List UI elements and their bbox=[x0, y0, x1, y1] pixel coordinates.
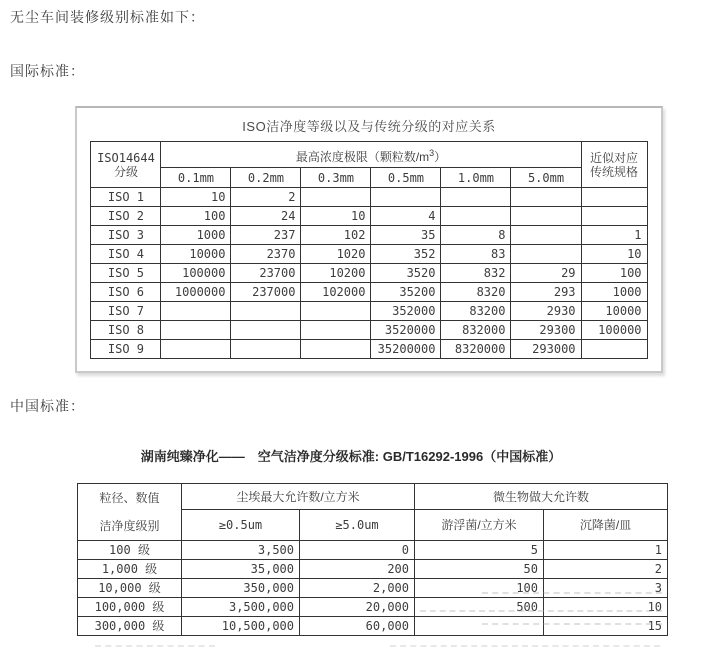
table-cell: 10 bbox=[301, 207, 371, 226]
table-cell: 3,500,000 bbox=[182, 598, 300, 617]
table-row bbox=[91, 283, 647, 302]
size-column-header: 5.0mm bbox=[511, 168, 581, 188]
size-column-header: 0.1mm bbox=[161, 168, 231, 188]
international-standard-label: 国际标准： bbox=[10, 63, 85, 79]
table-cell bbox=[511, 207, 581, 226]
table-cell bbox=[231, 340, 301, 359]
table-cell: 8320 bbox=[441, 283, 511, 302]
table-row bbox=[78, 560, 668, 579]
row-label: 10,000 级 bbox=[78, 579, 182, 598]
row-label: ISO 2 bbox=[91, 207, 161, 226]
table-cell: 100 bbox=[415, 579, 544, 598]
row-label: ISO 4 bbox=[91, 245, 161, 264]
table-cell bbox=[581, 207, 647, 226]
iso-corner-line1: ISO14644 bbox=[97, 150, 155, 165]
table-cell bbox=[581, 188, 647, 207]
iso-cleanliness-table bbox=[90, 141, 647, 359]
table-cell: 35,000 bbox=[182, 560, 300, 579]
table-cell: 10 bbox=[581, 245, 647, 264]
table-row bbox=[91, 321, 647, 340]
table-cell: 35200000 bbox=[371, 340, 441, 359]
size-column-header: 0.3mm bbox=[301, 168, 371, 188]
table-cell: 20,000 bbox=[300, 598, 415, 617]
table-row bbox=[91, 188, 647, 207]
table-cell bbox=[301, 302, 371, 321]
table-row bbox=[91, 264, 647, 283]
table-cell: 10,500,000 bbox=[182, 617, 300, 636]
microbe-group-header: 微生物做大允许数 bbox=[415, 484, 668, 510]
table-cell: 352000 bbox=[371, 302, 441, 321]
china-cleanliness-table bbox=[77, 483, 668, 636]
table-cell: 8 bbox=[441, 226, 511, 245]
table-cell: 1020 bbox=[301, 245, 371, 264]
row-label: 100 级 bbox=[78, 541, 182, 560]
table-cell: 293 bbox=[511, 283, 581, 302]
table-row bbox=[91, 207, 647, 226]
table-row bbox=[91, 340, 647, 359]
watermark-line bbox=[390, 645, 660, 647]
table-cell bbox=[441, 188, 511, 207]
table-cell: 237000 bbox=[231, 283, 301, 302]
table-cell: 10 bbox=[544, 598, 668, 617]
table-cell bbox=[371, 188, 441, 207]
row-label: ISO 8 bbox=[91, 321, 161, 340]
table-cell: 1000 bbox=[161, 226, 231, 245]
table-cell: 50 bbox=[415, 560, 544, 579]
table-cell: 2930 bbox=[511, 302, 581, 321]
table-cell: 293000 bbox=[511, 340, 581, 359]
sub-column-header: 沉降菌/皿 bbox=[544, 510, 668, 541]
row-label: 300,000 级 bbox=[78, 617, 182, 636]
dust-group-header: 尘埃最大允许数/立方米 bbox=[182, 484, 415, 510]
table-cell: 3520 bbox=[371, 264, 441, 283]
table-cell: 1 bbox=[544, 541, 668, 560]
table-cell bbox=[161, 321, 231, 340]
table-row bbox=[78, 541, 668, 560]
table-cell: 24 bbox=[231, 207, 301, 226]
table-cell: 237 bbox=[231, 226, 301, 245]
iso-table-panel bbox=[75, 106, 663, 373]
table-row bbox=[78, 598, 668, 617]
table-cell bbox=[301, 340, 371, 359]
table-cell: 15 bbox=[544, 617, 668, 636]
table-cell bbox=[415, 617, 544, 636]
china-standard-label: 中国标准： bbox=[10, 398, 85, 414]
size-column-header: 0.5mm bbox=[371, 168, 441, 188]
sub-column-header: ≥0.5um bbox=[182, 510, 300, 541]
table-cell: 3,500 bbox=[182, 541, 300, 560]
table-cell: 100 bbox=[581, 264, 647, 283]
table-cell: 8320000 bbox=[441, 340, 511, 359]
table-cell: 350,000 bbox=[182, 579, 300, 598]
row-label: ISO 3 bbox=[91, 226, 161, 245]
table-cell: 102 bbox=[301, 226, 371, 245]
china-table-title: 湖南纯臻净化—— 空气洁净度分级标准: GB/T16292-1996（中国标准） bbox=[140, 449, 562, 464]
cn-corner-line1: 粒径、数值 bbox=[99, 491, 160, 505]
table-cell: 2,000 bbox=[300, 579, 415, 598]
row-label: ISO 1 bbox=[91, 188, 161, 207]
watermark-line bbox=[95, 645, 215, 647]
table-cell: 3520000 bbox=[371, 321, 441, 340]
table-cell: 83 bbox=[441, 245, 511, 264]
table-cell: 5 bbox=[415, 541, 544, 560]
table-cell: 4 bbox=[371, 207, 441, 226]
table-cell: 100 bbox=[161, 207, 231, 226]
row-label: 100,000 级 bbox=[78, 598, 182, 617]
table-cell: 200 bbox=[300, 560, 415, 579]
cn-corner-line2: 洁净度级别 bbox=[99, 519, 160, 533]
table-cell bbox=[511, 188, 581, 207]
iso-corner-header bbox=[91, 142, 161, 188]
table-cell bbox=[511, 245, 581, 264]
iso-trad-line2: 传统规格 bbox=[590, 164, 639, 179]
table-cell: 1000000 bbox=[161, 283, 231, 302]
table-cell: 10 bbox=[161, 188, 231, 207]
iso-concentration-group-header: 最高浓度极限（颗粒数$/m^3$） bbox=[161, 142, 581, 168]
table-cell: 10000 bbox=[581, 302, 647, 321]
table-cell: 352 bbox=[371, 245, 441, 264]
table-row bbox=[91, 226, 647, 245]
table-cell bbox=[301, 188, 371, 207]
table-cell: 35 bbox=[371, 226, 441, 245]
table-cell: 35200 bbox=[371, 283, 441, 302]
table-cell bbox=[511, 226, 581, 245]
table-cell: 10200 bbox=[301, 264, 371, 283]
table-cell: 2 bbox=[231, 188, 301, 207]
table-row bbox=[78, 579, 668, 598]
table-cell: 29300 bbox=[511, 321, 581, 340]
size-column-header: 1.0mm bbox=[441, 168, 511, 188]
table-cell: 0 bbox=[300, 541, 415, 560]
row-label: ISO 5 bbox=[91, 264, 161, 283]
table-cell: 29 bbox=[511, 264, 581, 283]
table-row bbox=[91, 245, 647, 264]
table-row bbox=[91, 302, 647, 321]
table-cell: 500 bbox=[415, 598, 544, 617]
sub-column-header: 游浮菌/立方米 bbox=[415, 510, 544, 541]
row-label: 1,000 级 bbox=[78, 560, 182, 579]
row-label: ISO 7 bbox=[91, 302, 161, 321]
row-label: ISO 6 bbox=[91, 283, 161, 302]
table-cell: 2 bbox=[544, 560, 668, 579]
table-cell: 102000 bbox=[301, 283, 371, 302]
iso-traditional-header bbox=[581, 142, 647, 188]
table-cell: 1000 bbox=[581, 283, 647, 302]
table-cell: 1 bbox=[581, 226, 647, 245]
table-cell bbox=[301, 321, 371, 340]
iso-table-title: ISO洁净度等级以及与传统分级的对应关系 bbox=[242, 119, 496, 134]
table-cell: 83200 bbox=[441, 302, 511, 321]
cn-corner-header bbox=[78, 484, 182, 541]
table-row bbox=[78, 617, 668, 636]
iso-corner-line2: 分级 bbox=[113, 164, 138, 179]
sub-column-header: ≥5.0um bbox=[300, 510, 415, 541]
table-cell: 10000 bbox=[161, 245, 231, 264]
intro-text: 无尘车间装修级别标准如下： bbox=[10, 9, 205, 25]
iso-trad-line1: 近似对应 bbox=[590, 150, 639, 165]
table-cell bbox=[231, 321, 301, 340]
table-cell: 100000 bbox=[581, 321, 647, 340]
table-cell bbox=[441, 207, 511, 226]
table-cell: 100000 bbox=[161, 264, 231, 283]
row-label: ISO 9 bbox=[91, 340, 161, 359]
table-cell bbox=[161, 302, 231, 321]
table-cell bbox=[161, 340, 231, 359]
table-cell bbox=[231, 302, 301, 321]
size-column-header: 0.2mm bbox=[231, 168, 301, 188]
table-cell: 832000 bbox=[441, 321, 511, 340]
table-cell: 3 bbox=[544, 579, 668, 598]
table-cell: 2370 bbox=[231, 245, 301, 264]
table-cell: 23700 bbox=[231, 264, 301, 283]
table-cell: 60,000 bbox=[300, 617, 415, 636]
table-cell: 832 bbox=[441, 264, 511, 283]
table-cell bbox=[581, 340, 647, 359]
